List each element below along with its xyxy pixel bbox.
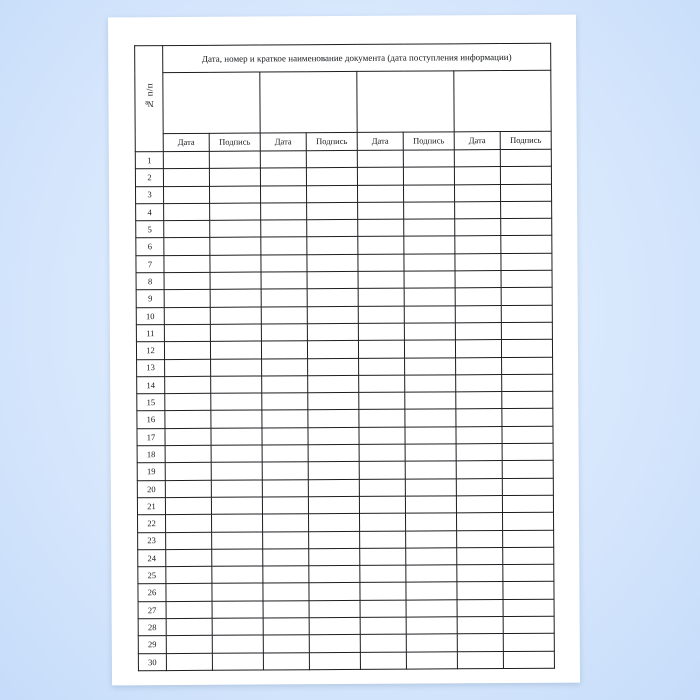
date-cell-group-2[interactable]	[261, 341, 307, 359]
row-number-header-cell	[135, 46, 164, 152]
date-cell-group-1[interactable]	[164, 272, 210, 290]
table-blank-header-row	[135, 70, 551, 134]
date-cell-group-1[interactable]	[165, 376, 211, 394]
row-number-cell: 27	[138, 601, 166, 618]
signature-cell-group-3[interactable]	[406, 600, 457, 618]
date-cell-group-1[interactable]	[166, 653, 212, 671]
date-cell-group-2[interactable]	[262, 497, 308, 515]
subheader-date-3: Дата	[357, 132, 403, 150]
row-number-cell: 15	[137, 394, 165, 411]
date-cell-group-4[interactable]	[456, 357, 502, 375]
signature-cell-group-2[interactable]	[307, 289, 358, 307]
signature-cell-group-3[interactable]	[406, 651, 457, 669]
signature-cell-group-4[interactable]	[502, 357, 553, 375]
signature-cell-group-4[interactable]	[502, 443, 553, 461]
signature-cell-group-2[interactable]	[308, 444, 359, 462]
signature-cell-group-1[interactable]	[210, 255, 261, 273]
signature-cell-group-1[interactable]	[212, 514, 263, 532]
date-cell-group-4[interactable]	[456, 444, 502, 462]
signature-cell-group-3[interactable]	[404, 323, 455, 341]
row-number-cell: 4	[136, 203, 164, 220]
row-number-cell: 14	[137, 376, 165, 393]
signature-cell-group-1[interactable]	[211, 410, 262, 428]
date-cell-group-3[interactable]	[357, 167, 403, 185]
date-cell-group-1[interactable]	[165, 445, 211, 463]
signature-cell-group-4[interactable]	[502, 461, 553, 479]
signature-cell-group-3[interactable]	[405, 357, 456, 375]
signature-cell-group-3[interactable]	[405, 478, 456, 496]
date-cell-group-4[interactable]	[456, 513, 502, 531]
signature-cell-group-1[interactable]	[211, 497, 262, 515]
row-number-cell: 1	[135, 152, 163, 169]
row-number-cell: 30	[138, 653, 166, 670]
row-number-cell: 26	[138, 584, 166, 601]
date-cell-group-3[interactable]	[359, 358, 405, 376]
signature-cell-group-2[interactable]	[308, 410, 359, 428]
date-cell-group-4[interactable]	[457, 634, 503, 652]
signature-cell-group-4[interactable]	[502, 512, 553, 530]
signature-cell-group-1[interactable]	[210, 272, 261, 290]
signature-cell-group-4[interactable]	[502, 374, 553, 392]
signature-cell-group-2[interactable]	[309, 566, 360, 584]
date-cell-group-4[interactable]	[456, 495, 502, 513]
date-cell-group-4[interactable]	[455, 201, 501, 219]
date-cell-group-2[interactable]	[262, 358, 308, 376]
signature-cell-group-3[interactable]	[404, 254, 455, 272]
signature-cell-group-3[interactable]	[405, 427, 456, 445]
signature-cell-group-2[interactable]	[307, 202, 358, 220]
date-cell-group-2[interactable]	[261, 203, 307, 221]
table-title-cell: Дата, номер и краткое наименование документа (дата поступления информации)	[163, 43, 551, 72]
signature-cell-group-1[interactable]	[210, 237, 261, 255]
signature-cell-group-2[interactable]	[309, 635, 360, 653]
row-number-cell: 3	[135, 186, 163, 203]
row-number-cell: 29	[138, 636, 166, 653]
date-cell-group-4[interactable]	[456, 461, 502, 479]
date-cell-group-1[interactable]	[166, 532, 212, 550]
signature-cell-group-2[interactable]	[308, 393, 359, 411]
signature-cell-group-1[interactable]	[212, 618, 263, 636]
date-cell-group-4[interactable]	[457, 530, 503, 548]
date-cell-group-1[interactable]	[163, 151, 209, 169]
date-cell-group-2[interactable]	[261, 306, 307, 324]
signature-cell-group-1[interactable]	[212, 635, 263, 653]
signature-cell-group-1[interactable]	[212, 583, 263, 601]
row-number-cell: 6	[136, 238, 164, 255]
date-cell-group-1[interactable]	[166, 618, 212, 636]
date-cell-group-3[interactable]	[358, 202, 404, 220]
date-cell-group-3[interactable]	[358, 289, 404, 307]
row-number-cell: 22	[138, 515, 166, 532]
signature-cell-group-2[interactable]	[307, 254, 358, 272]
signature-cell-group-3[interactable]	[404, 340, 455, 358]
signature-cell-group-2[interactable]	[307, 271, 358, 289]
signature-cell-group-3[interactable]	[406, 634, 457, 652]
date-cell-group-2[interactable]	[263, 549, 309, 567]
date-cell-group-2[interactable]	[260, 168, 306, 186]
date-cell-group-3[interactable]	[360, 565, 406, 583]
signature-cell-group-4[interactable]	[501, 236, 552, 254]
date-cell-group-2[interactable]	[261, 324, 307, 342]
group-blank-cell-3	[357, 71, 454, 133]
date-cell-group-3[interactable]	[358, 306, 404, 324]
date-cell-group-4[interactable]	[454, 167, 500, 185]
row-number-cell: 5	[136, 221, 164, 238]
signature-cell-group-4[interactable]	[501, 305, 552, 323]
signature-cell-group-3[interactable]	[404, 219, 455, 237]
date-cell-group-4[interactable]	[457, 617, 503, 635]
signature-cell-group-2[interactable]	[307, 237, 358, 255]
signature-cell-group-2[interactable]	[309, 514, 360, 532]
signature-cell-group-1[interactable]	[210, 324, 261, 342]
date-cell-group-4[interactable]	[454, 184, 500, 202]
row-number-cell: 19	[137, 463, 165, 480]
signature-cell-group-4[interactable]	[503, 564, 554, 582]
signature-cell-group-1[interactable]	[212, 549, 263, 567]
date-cell-group-1[interactable]	[164, 255, 210, 273]
signature-cell-group-4[interactable]	[501, 288, 552, 306]
date-cell-group-4[interactable]	[456, 374, 502, 392]
signature-cell-group-1[interactable]	[209, 186, 260, 204]
row-number-cell: 25	[138, 567, 166, 584]
signature-cell-group-4[interactable]	[502, 426, 553, 444]
paper-sheet	[108, 15, 580, 686]
signature-cell-group-4[interactable]	[501, 218, 552, 236]
signature-cell-group-3[interactable]	[406, 530, 457, 548]
signature-cell-group-3[interactable]	[405, 461, 456, 479]
date-cell-group-4[interactable]	[456, 392, 502, 410]
signature-cell-group-2[interactable]	[306, 168, 357, 186]
date-cell-group-4[interactable]	[455, 305, 501, 323]
signature-cell-group-3[interactable]	[404, 288, 455, 306]
date-cell-group-3[interactable]	[357, 150, 403, 168]
date-cell-group-1[interactable]	[164, 324, 210, 342]
signature-cell-group-1[interactable]	[210, 341, 261, 359]
date-cell-group-2[interactable]	[263, 514, 309, 532]
date-cell-group-3[interactable]	[358, 323, 404, 341]
date-cell-group-2[interactable]	[263, 618, 309, 636]
signature-cell-group-2[interactable]	[307, 323, 358, 341]
signature-cell-group-3[interactable]	[404, 202, 455, 220]
date-cell-group-2[interactable]	[262, 410, 308, 428]
date-cell-group-2[interactable]	[261, 220, 307, 238]
signature-cell-group-1[interactable]	[211, 462, 262, 480]
date-cell-group-4[interactable]	[455, 219, 501, 237]
date-cell-group-1[interactable]	[165, 497, 211, 515]
date-cell-group-3[interactable]	[360, 583, 406, 601]
row-number-header-label: № п/п	[143, 83, 155, 110]
date-cell-group-1[interactable]	[165, 411, 211, 429]
row-number-cell: 28	[138, 619, 166, 636]
signature-cell-group-3[interactable]	[405, 496, 456, 514]
signature-cell-group-3[interactable]	[403, 167, 454, 185]
signature-cell-group-4[interactable]	[503, 651, 554, 669]
signature-cell-group-4[interactable]	[503, 599, 554, 617]
signature-cell-group-4[interactable]	[502, 478, 553, 496]
signature-cell-group-2[interactable]	[308, 462, 359, 480]
signature-cell-group-2[interactable]	[308, 375, 359, 393]
date-cell-group-1[interactable]	[166, 584, 212, 602]
date-cell-group-2[interactable]	[263, 652, 309, 670]
date-cell-group-1[interactable]	[165, 393, 211, 411]
date-cell-group-1[interactable]	[166, 549, 212, 567]
date-cell-group-3[interactable]	[360, 600, 406, 618]
date-cell-group-1[interactable]	[166, 636, 212, 654]
date-cell-group-4[interactable]	[456, 478, 502, 496]
signature-cell-group-4[interactable]	[502, 495, 553, 513]
signature-cell-group-4[interactable]	[503, 616, 554, 634]
signature-cell-group-1[interactable]	[210, 203, 261, 221]
date-cell-group-4[interactable]	[455, 288, 501, 306]
date-cell-group-1[interactable]	[165, 480, 211, 498]
date-cell-group-1[interactable]	[165, 428, 211, 446]
date-cell-group-1[interactable]	[166, 515, 212, 533]
signature-cell-group-3[interactable]	[405, 375, 456, 393]
date-cell-group-2[interactable]	[263, 600, 309, 618]
row-number-cell: 21	[137, 498, 165, 515]
signature-cell-group-1[interactable]	[212, 601, 263, 619]
signature-cell-group-3[interactable]	[405, 513, 456, 531]
date-cell-group-2[interactable]	[263, 566, 309, 584]
date-cell-group-3[interactable]	[359, 479, 405, 497]
date-cell-group-1[interactable]	[166, 566, 212, 584]
signature-cell-group-1[interactable]	[212, 532, 263, 550]
date-cell-group-2[interactable]	[262, 479, 308, 497]
signature-cell-group-2[interactable]	[309, 617, 360, 635]
date-cell-group-4[interactable]	[455, 271, 501, 289]
signature-cell-group-4[interactable]	[503, 547, 554, 565]
date-cell-group-4[interactable]	[457, 599, 503, 617]
signature-cell-group-1[interactable]	[210, 307, 261, 325]
row-number-cell: 18	[137, 446, 165, 463]
signature-cell-group-3[interactable]	[406, 617, 457, 635]
date-cell-group-1[interactable]	[163, 169, 209, 187]
signature-cell-group-2[interactable]	[306, 185, 357, 203]
date-cell-group-2[interactable]	[262, 445, 308, 463]
signature-cell-group-2[interactable]	[308, 427, 359, 445]
signature-cell-group-1[interactable]	[210, 220, 261, 238]
date-cell-group-3[interactable]	[359, 496, 405, 514]
date-cell-group-1[interactable]	[163, 186, 209, 204]
subheader-signature-4: Подпись	[500, 131, 551, 149]
group-blank-cell-1	[163, 72, 260, 134]
signature-cell-group-2[interactable]	[309, 652, 360, 670]
signature-cell-group-4[interactable]	[500, 149, 551, 167]
date-cell-group-2[interactable]	[262, 462, 308, 480]
subheader-date-4: Дата	[454, 132, 500, 150]
signature-cell-group-2[interactable]	[307, 306, 358, 324]
signature-cell-group-3[interactable]	[403, 150, 454, 168]
signature-cell-group-3[interactable]	[405, 444, 456, 462]
signature-cell-group-4[interactable]	[503, 582, 554, 600]
subheader-signature-2: Подпись	[306, 132, 357, 150]
signature-cell-group-4[interactable]	[501, 201, 552, 219]
date-cell-group-3[interactable]	[359, 410, 405, 428]
date-cell-group-2[interactable]	[263, 635, 309, 653]
date-cell-group-2[interactable]	[261, 289, 307, 307]
subheader-date-1: Дата	[163, 133, 209, 151]
signature-cell-group-1[interactable]	[209, 168, 260, 186]
date-cell-group-3[interactable]	[358, 254, 404, 272]
signature-cell-group-2[interactable]	[309, 600, 360, 618]
signature-cell-group-3[interactable]	[404, 236, 455, 254]
table-row	[138, 651, 554, 671]
date-cell-group-3[interactable]	[359, 427, 405, 445]
signature-cell-group-3[interactable]	[406, 582, 457, 600]
signature-cell-group-1[interactable]	[212, 653, 263, 671]
signature-cell-group-3[interactable]	[404, 271, 455, 289]
date-cell-group-3[interactable]	[359, 513, 405, 531]
signature-cell-group-1[interactable]	[209, 151, 260, 169]
row-number-cell: 10	[136, 307, 164, 324]
subheader-signature-3: Подпись	[403, 132, 454, 150]
date-cell-group-3[interactable]	[357, 185, 403, 203]
row-number-cell: 16	[137, 411, 165, 428]
signature-cell-group-2[interactable]	[307, 220, 358, 238]
signature-cell-group-2[interactable]	[309, 583, 360, 601]
date-cell-group-4[interactable]	[457, 651, 503, 669]
date-cell-group-3[interactable]	[358, 237, 404, 255]
signature-cell-group-1[interactable]	[212, 566, 263, 584]
subheader-date-2: Дата	[260, 133, 306, 151]
table-title-row	[135, 43, 551, 73]
date-cell-group-3[interactable]	[359, 392, 405, 410]
date-cell-group-1[interactable]	[165, 463, 211, 481]
row-number-cell: 17	[137, 428, 165, 445]
signature-cell-group-3[interactable]	[406, 548, 457, 566]
date-cell-group-2[interactable]	[261, 255, 307, 273]
date-cell-group-3[interactable]	[359, 461, 405, 479]
signature-cell-group-2[interactable]	[309, 531, 360, 549]
date-cell-group-3[interactable]	[358, 271, 404, 289]
date-cell-group-4[interactable]	[455, 340, 501, 358]
signature-cell-group-4[interactable]	[503, 634, 554, 652]
row-number-cell: 23	[138, 532, 166, 549]
date-cell-group-4[interactable]	[456, 426, 502, 444]
date-cell-group-3[interactable]	[358, 340, 404, 358]
row-number-cell: 8	[136, 273, 164, 290]
date-cell-group-2[interactable]	[263, 583, 309, 601]
signature-cell-group-4[interactable]	[501, 322, 552, 340]
signature-cell-group-4[interactable]	[500, 167, 551, 185]
date-cell-group-4[interactable]	[454, 150, 500, 168]
signature-cell-group-1[interactable]	[211, 445, 262, 463]
date-cell-group-4[interactable]	[457, 565, 503, 583]
group-blank-cell-2	[260, 71, 357, 133]
signature-cell-group-1[interactable]	[211, 393, 262, 411]
date-cell-group-1[interactable]	[164, 290, 210, 308]
signature-cell-group-2[interactable]	[308, 496, 359, 514]
row-number-cell: 24	[138, 549, 166, 566]
date-cell-group-1[interactable]	[165, 359, 211, 377]
row-number-cell: 9	[136, 290, 164, 307]
signature-cell-group-2[interactable]	[308, 358, 359, 376]
date-cell-group-2[interactable]	[262, 376, 308, 394]
row-number-cell: 12	[136, 342, 164, 359]
signature-cell-group-2[interactable]	[308, 479, 359, 497]
date-cell-group-2[interactable]	[262, 393, 308, 411]
signature-cell-group-4[interactable]	[501, 339, 552, 357]
signature-cell-group-4[interactable]	[502, 409, 553, 427]
date-cell-group-4[interactable]	[456, 409, 502, 427]
signature-cell-group-2[interactable]	[306, 150, 357, 168]
date-cell-group-2[interactable]	[260, 151, 306, 169]
date-cell-group-4[interactable]	[457, 547, 503, 565]
date-cell-group-1[interactable]	[164, 307, 210, 325]
date-cell-group-1[interactable]	[164, 238, 210, 256]
date-cell-group-4[interactable]	[455, 236, 501, 254]
table-body	[135, 149, 554, 670]
signature-cell-group-1[interactable]	[210, 289, 261, 307]
signature-cell-group-4[interactable]	[501, 253, 552, 271]
date-cell-group-3[interactable]	[360, 634, 406, 652]
signature-cell-group-4[interactable]	[503, 530, 554, 548]
row-number-cell: 13	[137, 359, 165, 376]
date-cell-group-1[interactable]	[164, 221, 210, 239]
signature-cell-group-3[interactable]	[405, 392, 456, 410]
signature-cell-group-2[interactable]	[309, 548, 360, 566]
date-cell-group-3[interactable]	[359, 375, 405, 393]
row-number-cell: 7	[136, 255, 164, 272]
signature-cell-group-1[interactable]	[211, 376, 262, 394]
signature-cell-group-2[interactable]	[307, 341, 358, 359]
date-cell-group-2[interactable]	[260, 185, 306, 203]
signature-cell-group-1[interactable]	[211, 428, 262, 446]
row-number-cell: 2	[135, 169, 163, 186]
signature-cell-group-4[interactable]	[502, 391, 553, 409]
date-cell-group-3[interactable]	[359, 444, 405, 462]
date-cell-group-1[interactable]	[166, 601, 212, 619]
signature-cell-group-4[interactable]	[500, 184, 551, 202]
signature-cell-group-3[interactable]	[406, 565, 457, 583]
date-cell-group-3[interactable]	[360, 652, 406, 670]
date-cell-group-4[interactable]	[455, 253, 501, 271]
date-cell-group-3[interactable]	[360, 548, 406, 566]
date-cell-group-2[interactable]	[261, 237, 307, 255]
date-cell-group-2[interactable]	[261, 272, 307, 290]
date-cell-group-3[interactable]	[358, 219, 404, 237]
date-cell-group-2[interactable]	[263, 531, 309, 549]
date-cell-group-2[interactable]	[262, 427, 308, 445]
signature-cell-group-3[interactable]	[404, 305, 455, 323]
signature-cell-group-3[interactable]	[405, 409, 456, 427]
signature-cell-group-3[interactable]	[403, 184, 454, 202]
row-number-cell: 20	[137, 480, 165, 497]
date-cell-group-1[interactable]	[164, 342, 210, 360]
date-cell-group-4[interactable]	[455, 323, 501, 341]
group-blank-cell-4	[454, 70, 551, 132]
registration-table-container	[134, 43, 554, 671]
subheader-signature-1: Подпись	[209, 133, 260, 151]
date-cell-group-1[interactable]	[164, 203, 210, 221]
row-number-cell: 11	[136, 325, 164, 342]
date-cell-group-4[interactable]	[457, 582, 503, 600]
date-cell-group-3[interactable]	[360, 531, 406, 549]
registration-table	[134, 43, 555, 671]
signature-cell-group-1[interactable]	[211, 480, 262, 498]
signature-cell-group-1[interactable]	[211, 359, 262, 377]
date-cell-group-3[interactable]	[360, 617, 406, 635]
signature-cell-group-4[interactable]	[501, 270, 552, 288]
